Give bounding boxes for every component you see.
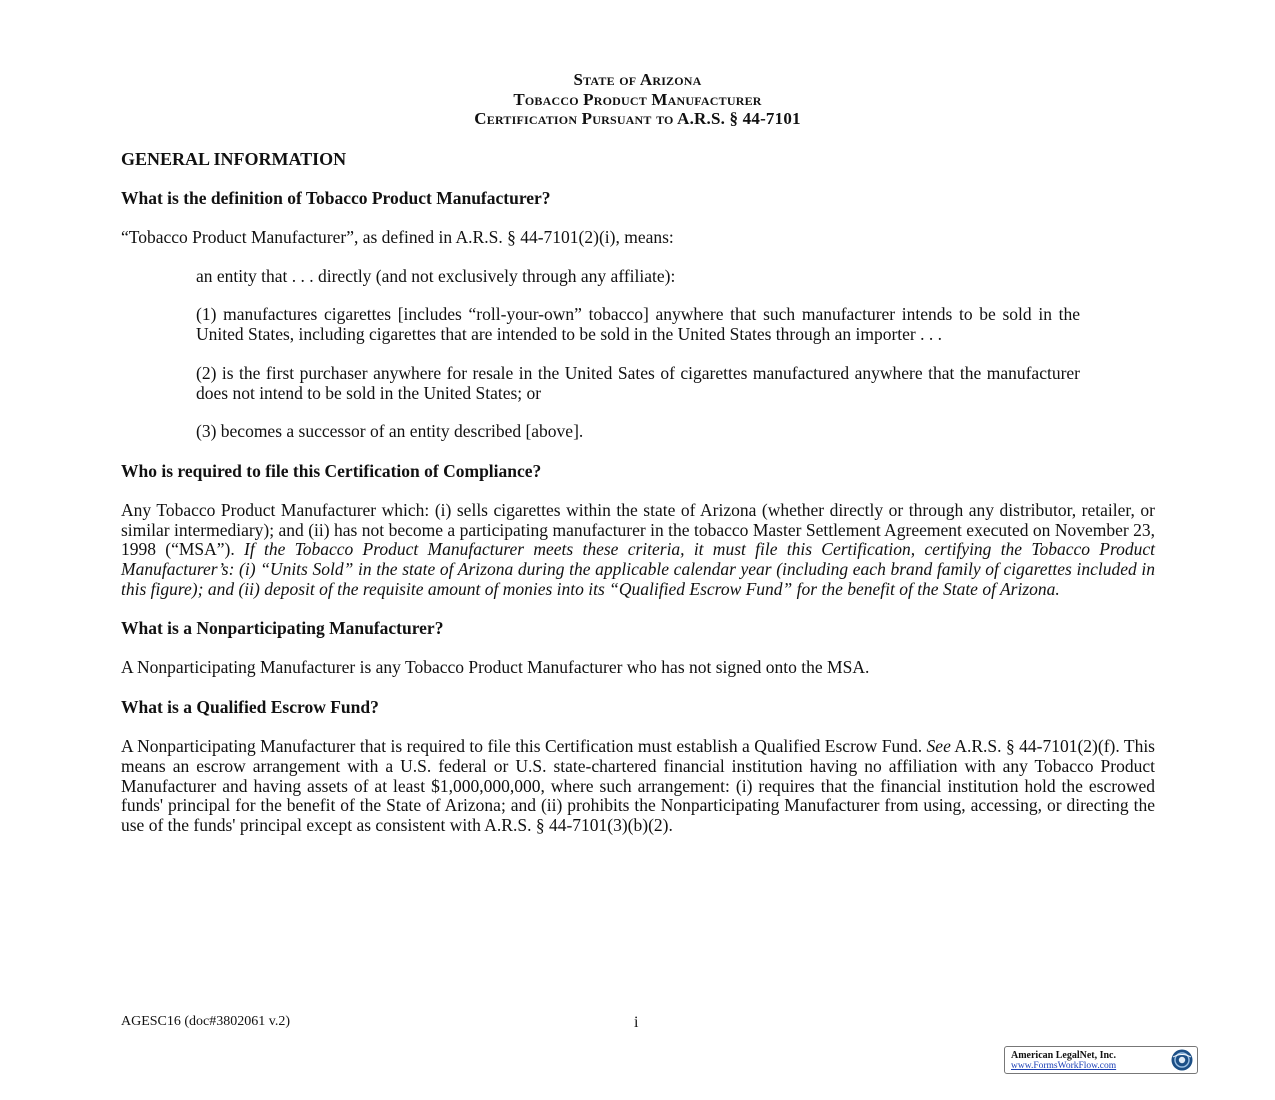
definition-intro: “Tobacco Product Manufacturer”, as defined in A.R.S. § 44-7101(2)(i), means: — [121, 227, 674, 247]
footer-doc-id: AGESC16 (doc#3802061 v.2) — [121, 1014, 291, 1029]
escrow-fund-heading: What is a Qualified Escrow Fund? — [121, 697, 379, 718]
document-title — [0, 70, 1275, 129]
escrow-fund-paragraph — [121, 737, 1155, 836]
who-must-file-heading: Who is required to file this Certification of Compliance? — [121, 460, 542, 481]
nonparticipating-paragraph: A Nonparticipating Manufacturer is any Tobacco Product Manufacturer who has not signed onto the MSA. — [121, 657, 870, 678]
who-must-file-italic-text: If the Tobacco Product Manufacturer meets these criteria, it must file this Certification, certifying the Tobacco Product Manufacturer’s: (i) “Units Sold” in the state of Arizona during the applicable calendar year (including each brand family of cigarettes included in this figure); and (ii) deposit of the requisite amount of monies into its “Qualified Escrow Fund” for the benefit of the State of Arizona. — [121, 539, 1155, 599]
logo-website-link[interactable]: www.FormsWorkFlow.com — [1011, 1061, 1117, 1071]
globe-emblem-icon — [1170, 1048, 1194, 1072]
document-body — [121, 148, 1155, 836]
escrow-fund-see: See — [926, 736, 951, 757]
title-line-certification: Certification Pursuant to A.R.S. § 44-7101 — [474, 109, 801, 128]
definition-item-3: (3) becomes a successor of an entity described [above]. — [196, 421, 584, 442]
title-line-state: State of Arizona — [573, 70, 702, 89]
definition-quote-intro: an entity that . . . directly (and not exclusively through any affiliate): — [196, 265, 676, 286]
logo-company-name: American LegalNet, Inc. — [1011, 1050, 1116, 1061]
escrow-fund-text-b: A.R.S. § 44-7101(2)(f). This means an escrow arrangement with a U.S. federal or U.S. state-chartered financial institution having no affiliation with any Tobacco Product Manufacturer and having assets of at least $1,000,000,000, where such arrangement: (i) requires that the financial institution hold the escrowed funds' principal for the benefit of the State of Arizona; and (ii) prohibits the Nonparticipating Manufacturer from using, accessing, or directing the use of the funds' principal except as consistent with A.R.S. § 44-7101(3)(b)(2). — [121, 736, 1155, 835]
footer-page-number: i — [634, 1014, 639, 1031]
nonparticipating-heading: What is a Nonparticipating Manufacturer? — [121, 618, 444, 639]
definition-question-heading: What is the definition of Tobacco Product Manufacturer? — [121, 188, 551, 208]
escrow-fund-text-a: A Nonparticipating Manufacturer that is required to file this Certification must establish a Qualified Escrow Fund. — [121, 736, 927, 757]
general-information-heading: GENERAL INFORMATION — [121, 149, 347, 169]
american-legalnet-logo[interactable] — [1004, 1046, 1198, 1074]
definition-item-2: (2) is the first purchaser anywhere for resale in the United Sates of cigarettes manufactured anywhere that the manufacturer does not intend to be sold in the United States; or — [196, 362, 1080, 403]
title-line-manufacturer: Tobacco Product Manufacturer — [513, 89, 762, 109]
who-must-file-text: Any Tobacco Product Manufacturer which: (i) sells cigarettes within the state of Arizona (whether directly or through any distributor, retailer, or similar intermediary); and (ii) has not become a participating manufacturer in the tobacco Master Settlement Agreement executed on November 23, 1998 (“MSA”). — [121, 499, 1155, 560]
who-must-file-paragraph — [121, 501, 1155, 600]
definition-item-1: (1) manufactures cigarettes [includes “roll-your-own” tobacco] anywhere that such manufacturer intends to be sold in the United States, including cigarettes that are intended to be sold in the United States through an importer . . . — [196, 304, 1080, 345]
